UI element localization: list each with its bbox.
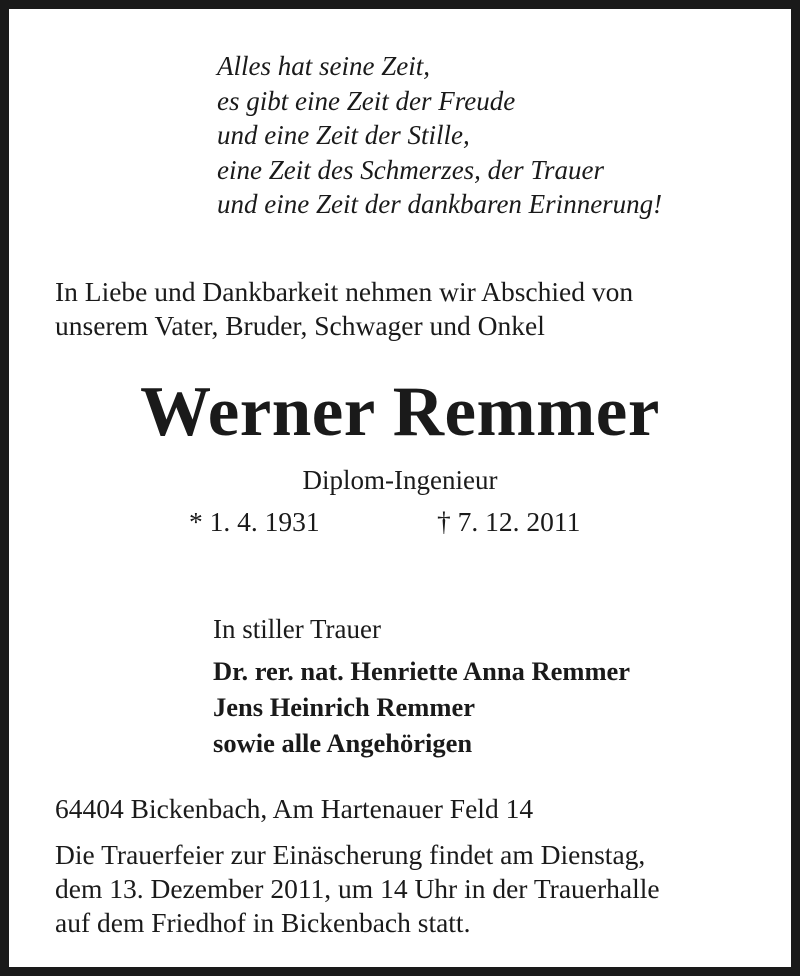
deceased-name: Werner Remmer <box>140 373 660 451</box>
poem-line: und eine Zeit der Stille, <box>217 120 470 150</box>
mourning-label: In stiller Trauer <box>213 614 381 644</box>
mourner-name: sowie alle Angehörigen <box>213 728 473 758</box>
mourners-list <box>213 653 630 761</box>
ceremony-line: auf dem Friedhof in Bickenbach statt. <box>55 907 471 938</box>
intro-line: unserem Vater, Bruder, Schwager und Onkel <box>55 310 545 341</box>
intro-line: In Liebe und Dankbarkeit nehmen wir Abschied von <box>55 276 634 307</box>
farewell-intro <box>55 275 633 343</box>
deceased-title: Diplom-Ingenieur <box>302 465 498 495</box>
poem-line: Alles hat seine Zeit, <box>217 51 430 81</box>
ceremony-info <box>55 838 660 940</box>
poem-line: und eine Zeit der dankbaren Erinnerung! <box>217 189 663 219</box>
poem <box>217 49 662 222</box>
poem-line: es gibt eine Zeit der Freude <box>217 85 516 116</box>
mourner-name: Dr. rer. nat. Henriette Anna Remmer <box>213 656 631 686</box>
mourner-name: Jens Heinrich Remmer <box>213 692 475 722</box>
obituary-card <box>9 9 791 967</box>
birth-date: * 1. 4. 1931 <box>189 506 320 537</box>
ceremony-line: dem 13. Dezember 2011, um 14 Uhr in der Trauerhalle <box>55 873 660 904</box>
poem-line: eine Zeit des Schmerzes, der Trauer <box>217 154 604 185</box>
death-date: † 7. 12. 2011 <box>437 506 581 537</box>
family-address: 64404 Bickenbach, Am Hartenauer Feld 14 <box>55 793 534 824</box>
ceremony-line: Die Trauerfeier zur Einäscherung findet am Dienstag, <box>55 839 646 870</box>
